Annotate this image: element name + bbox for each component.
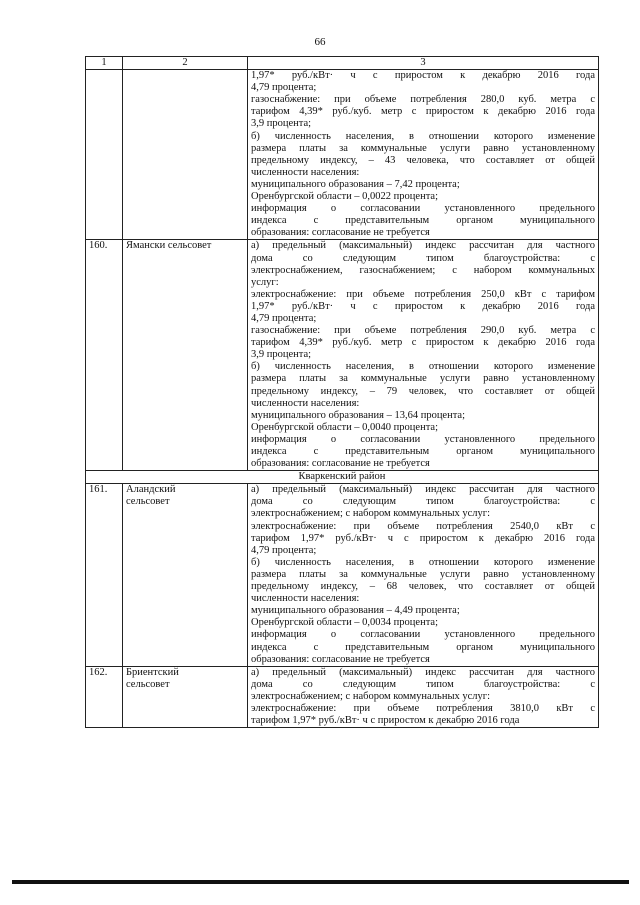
- text-line: муниципального образования – 4,49 процента;: [251, 605, 460, 617]
- text-line: размера платы за коммунальные услуги равно установленному: [251, 142, 595, 154]
- footer-rule: [12, 880, 629, 884]
- text-line: информация о согласовании установленного предельного: [251, 629, 595, 641]
- row-number-cell: [86, 70, 123, 240]
- text-line: дома со следующим типом благоустройства: с: [251, 496, 595, 508]
- text-line: численности населения:: [251, 397, 360, 409]
- text-line: газоснабжение: при объеме потребления 290,0 куб. метра с: [251, 325, 595, 337]
- text-line: б) численность населения, в отношении которого изменение: [251, 130, 595, 142]
- row-text-cell: [248, 70, 599, 240]
- text-line: информация о согласовании установленного предельного: [251, 203, 595, 215]
- row-text-cell: [248, 240, 599, 471]
- text-line: электроснабжением; с набором коммунальных услуг:: [251, 508, 490, 520]
- text-line: предельному индексу, – 68 человек, что составляет от общей: [251, 581, 595, 593]
- text-line: электроснабжение: при объеме потребления 250,0 кВт с тарифом: [251, 288, 595, 300]
- table-row-160: [86, 240, 599, 471]
- text-line: Оренбургской области – 0,0040 процента;: [251, 421, 438, 433]
- row-text-cell: [248, 484, 599, 666]
- text-line: электроснабжение: при объеме потребления 3810,0 кВт с: [251, 702, 595, 714]
- text-line: размера платы за коммунальные услуги равно установленному: [251, 373, 595, 385]
- text-line: услуг:: [251, 276, 279, 288]
- text-line: дома со следующим типом благоустройства: с: [251, 252, 595, 264]
- header-col-3: 3: [248, 57, 599, 70]
- page-number: 66: [314, 36, 326, 48]
- row-text-cell: [248, 666, 599, 727]
- text-line: численности населения:: [251, 593, 360, 605]
- table-row-162: [86, 666, 599, 727]
- row-number: 161.: [86, 484, 123, 666]
- text-line: муниципального образования – 13,64 процента;: [251, 409, 466, 421]
- text-line: тарифом 4,39* руб./куб. метр с приростом к декабрю 2016 года: [251, 337, 595, 349]
- text-line: информация о согласовании установленного предельного: [251, 433, 595, 445]
- text-line: электроснабжение: при объеме потребления 2540,0 кВт с: [251, 520, 595, 532]
- text-line: б) численность населения, в отношении которого изменение: [251, 556, 595, 568]
- text-line: индекса с представительным органом муниципального: [251, 215, 595, 227]
- text-line: тарифом 1,97* руб./кВт· ч с приростом к декабрю 2016 года: [251, 715, 520, 727]
- text-line: дома со следующим типом благоустройства: с: [251, 678, 595, 690]
- text-line: а) предельный (максимальный) индекс рассчитан для частного: [251, 240, 595, 252]
- text-line: муниципального образования – 7,42 процента;: [251, 178, 460, 190]
- text-line: размера платы за коммунальные услуги равно установленному: [251, 568, 595, 580]
- text-line: Оренбургской области – 0,0034 процента;: [251, 617, 438, 629]
- text-line: 1,97* руб./кВт· ч с приростом к декабрю 2016 года: [251, 70, 595, 82]
- text-line: электроснабжением; с набором коммунальных услуг:: [251, 690, 490, 702]
- text-line: а) предельный (максимальный) индекс рассчитан для частного: [251, 666, 595, 678]
- header-col-1: 1: [86, 57, 123, 70]
- text-line: индекса с представительным органом муниципального: [251, 446, 595, 457]
- row-name-line: сельсовет: [126, 496, 170, 508]
- table-header-row: [86, 57, 599, 70]
- text-line: предельному индексу, – 79 человек, что составляет от общей: [251, 385, 595, 397]
- text-line: 3,9 процента;: [251, 349, 312, 361]
- row-name: [123, 484, 248, 666]
- row-name: [123, 666, 248, 727]
- text-line: образования: согласование не требуется: [251, 227, 430, 239]
- text-line: б) численность населения, в отношении которого изменение: [251, 361, 595, 373]
- text-line: тарифом 4,39* руб./куб. метр с приростом к декабрю 2016 года: [251, 106, 595, 118]
- row-name-line: Аландский: [126, 484, 176, 496]
- text-line: 1,97* руб./кВт· ч с приростом к декабрю 2016 года: [251, 300, 595, 312]
- row-number: 162.: [86, 666, 123, 727]
- text-line: индекса с представительным органом муниципального: [251, 641, 595, 653]
- text-line: 3,9 процента;: [251, 118, 312, 130]
- row-name-line: сельсовет: [126, 678, 170, 690]
- table-row-161: [86, 484, 599, 666]
- row-number: 160.: [86, 240, 123, 471]
- table-row-continued: [86, 70, 599, 240]
- row-name-line: Бриентский: [126, 666, 179, 678]
- text-line: Оренбургской области – 0,0022 процента;: [251, 191, 438, 203]
- text-line: предельному индексу, – 43 человека, что составляет от общей: [251, 154, 595, 166]
- text-line: тарифом 1,97* руб./кВт· ч с приростом к декабрю 2016 года: [251, 532, 595, 544]
- text-line: а) предельный (максимальный) индекс рассчитан для частного: [251, 484, 595, 496]
- text-line: газоснабжение: при объеме потребления 280,0 куб. метра с: [251, 94, 595, 106]
- text-line: образования: согласование не требуется: [251, 458, 430, 470]
- header-col-2: 2: [123, 57, 248, 70]
- row-name: Ямански сельсовет: [123, 240, 248, 471]
- text-line: 4,79 процента;: [251, 82, 317, 94]
- text-line: численности населения:: [251, 166, 360, 178]
- row-name-cell: [123, 70, 248, 240]
- text-line: электроснабжением, газоснабжением; с набором коммунальных: [251, 264, 595, 276]
- text-line: образования: согласование не требуется: [251, 653, 430, 665]
- tariff-index-table: [85, 56, 599, 728]
- text-line: 4,79 процента;: [251, 312, 317, 324]
- text-line: 4,79 процента;: [251, 544, 317, 556]
- region-title: Кваркенский район: [86, 471, 599, 484]
- region-row: [86, 471, 599, 484]
